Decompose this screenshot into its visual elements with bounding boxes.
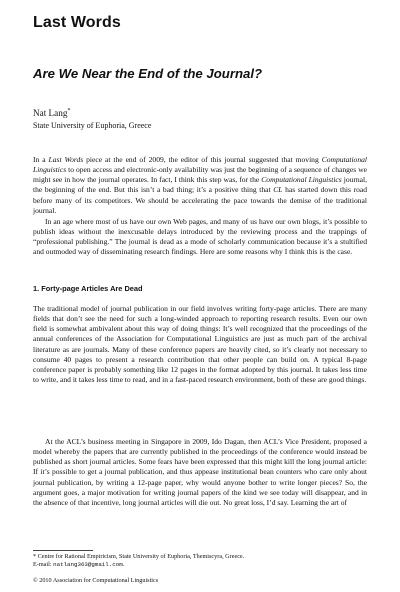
italic-run: Last Words bbox=[48, 155, 84, 164]
text-run: has started down this road before many of its competitors. We should be accelerating the pace towards the demise of the traditional journal. bbox=[33, 185, 367, 215]
text-run: In a bbox=[33, 155, 49, 164]
footnote-rule bbox=[33, 550, 93, 551]
author-name bbox=[33, 108, 70, 118]
author-name-text: Nat Lang bbox=[33, 108, 68, 119]
footnote-period: . bbox=[122, 561, 125, 568]
footnote-marker: * bbox=[67, 108, 71, 114]
article-title: Are We Near the End of the Journal? bbox=[33, 66, 263, 81]
paragraph-intro bbox=[33, 155, 367, 216]
footnote bbox=[33, 553, 367, 569]
footnote-email[interactable]: natlang363@gmail.com bbox=[53, 561, 123, 568]
paragraph-web-pages: In an age where most of us have our own Web pages, and many of us have our own blogs, it’s possible to publish ideas without the inexcusable delays introduced by the reviewing process and the trappings of “professional publishing.” The journal is dead as a mode of scholarly communication because it’s a stultified and outmoded way of disseminating research findings. Here are some reasons why I think this is the case. bbox=[33, 217, 367, 257]
paragraph-acl-meeting: At the ACL’s business meeting in Singapore in 2009, Ido Dagan, then ACL’s Vice President, proposed a model whereby the papers that are currently published in the proceedings of the conference would instead be published as short journal articles. Some fears have been expressed that this might kill the long journal article: If it’s possible to get a journal publication, and thus appease institutional bean counters who care only about journal publication, by writing a 12-page paper, why would anyone bother to write longer pieces? So, the argument goes, a major motivation for writing journal papers of the kind we see today will disappear, and in the absence of that incentive, long journal articles will die out. No great loss, I’d say. Learning the art of bbox=[33, 437, 367, 507]
copyright-notice: © 2010 Association for Computational Linguistics bbox=[33, 577, 159, 584]
text-run: journal, the beginning of the end. But this isn’t a bad thing; it’s a positive thing that bbox=[33, 175, 367, 195]
footnote-email-label: E-mail: bbox=[33, 561, 54, 568]
italic-run: CL bbox=[273, 185, 283, 195]
author-affiliation: State University of Euphoria, Greece bbox=[33, 121, 152, 130]
text-run: piece at the end of 2009, the editor of this journal suggested that moving bbox=[83, 155, 322, 164]
section-heading: Last Words bbox=[33, 14, 121, 31]
italic-run: Computational Linguistics bbox=[33, 155, 367, 175]
paragraph-forty-page: The traditional model of journal publication in our field involves writing forty-page articles. There are many fields that don’t see the need for such a long-winded approach to reporting research results. Even our own field is somewhat ambivalent about this way of doing things: It’s well recognized that the proceedings of the annual conferences of the Association for Computational Linguistics are just as much part of the archival literature as are journals. Many of these conference papers are heavily cited, so it’s clearly not necessary to consume 40 pages to present a research contribution that other people can build on. A typical 8-page conference paper is probably something like 12 pages in the format adopted by this journal. It takes less time to write, and it takes less time to read, and in a fast-paced research environment, both of these are good things. bbox=[33, 304, 367, 385]
footnote-affiliation: Centre for Rational Empiricism, State University of Euphoria, Themiscyra, Greece. bbox=[36, 553, 245, 560]
italic-run: Computational Linguistics bbox=[261, 175, 342, 185]
subsection-heading: 1. Forty-page Articles Are Dead bbox=[33, 284, 143, 293]
text-run: to open access and electronic-only availability was just the beginning of a sequence of changes we might see in how the journal operates. In fact, I think this step was, for the bbox=[33, 165, 367, 185]
footnote-marker: * bbox=[33, 553, 37, 560]
